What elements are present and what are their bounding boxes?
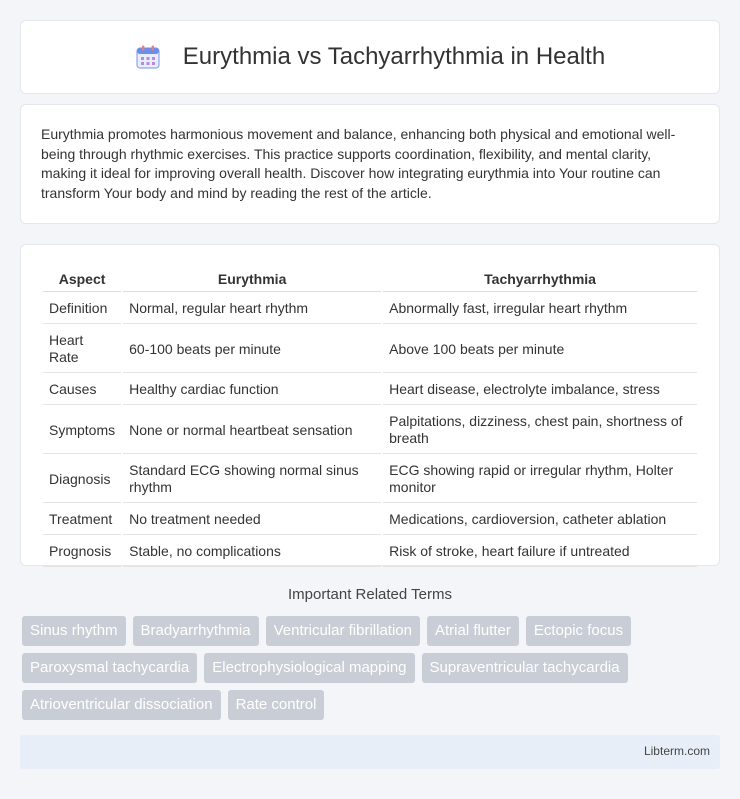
cell-tachyarrhythmia: Risk of stroke, heart failure if untreated xyxy=(383,537,697,567)
related-term-tag[interactable]: Rate control xyxy=(228,690,325,720)
table-row xyxy=(43,375,697,405)
cell-tachyarrhythmia: Palpitations, dizziness, chest pain, shortness of breath xyxy=(383,407,697,454)
table-row xyxy=(43,505,697,535)
calendar-icon xyxy=(135,44,161,70)
cell-eurythmia: Stable, no complications xyxy=(123,537,381,567)
cell-tachyarrhythmia: Heart disease, electrolyte imbalance, stress xyxy=(383,375,697,405)
comparison-card xyxy=(20,244,720,566)
page-title: Eurythmia vs Tachyarrhythmia in Health xyxy=(182,43,606,70)
footer-site-link[interactable]: Libterm.com xyxy=(643,744,710,758)
cell-tachyarrhythmia: Above 100 beats per minute xyxy=(383,326,697,373)
cell-eurythmia: Normal, regular heart rhythm xyxy=(123,294,381,324)
related-term-tag[interactable]: Atrial flutter xyxy=(427,616,519,646)
cell-eurythmia: No treatment needed xyxy=(123,505,381,535)
cell-aspect: Definition xyxy=(43,294,121,324)
related-term-tag[interactable]: Paroxysmal tachycardia xyxy=(22,653,197,683)
related-term-tag[interactable]: Sinus rhythm xyxy=(22,616,126,646)
table-header-row xyxy=(43,267,697,292)
intro-card xyxy=(20,104,720,224)
cell-eurythmia: 60-100 beats per minute xyxy=(123,326,381,373)
cell-tachyarrhythmia: ECG showing rapid or irregular rhythm, Holter monitor xyxy=(383,456,697,503)
related-term-tag[interactable]: Atrioventricular dissociation xyxy=(22,690,221,720)
header-aspect: Aspect xyxy=(43,267,121,292)
related-term-tag[interactable]: Ventricular fibrillation xyxy=(266,616,420,646)
cell-tachyarrhythmia: Medications, cardioversion, catheter ablation xyxy=(383,505,697,535)
cell-aspect: Prognosis xyxy=(43,537,121,567)
table-row xyxy=(43,407,697,454)
related-term-tag[interactable]: Ectopic focus xyxy=(526,616,631,646)
intro-paragraph: Eurythmia promotes harmonious movement and balance, enhancing both physical and emotional well-being through rhythmic exercises. This practice supports coordination, flexibility, and mental clarity, making it ideal for improving overall health. Discover how integrating eurythmia into Your routine can transform Your body and mind by reading the rest of the article. xyxy=(41,126,676,201)
related-term-tag[interactable]: Bradyarrhythmia xyxy=(133,616,259,646)
cell-aspect: Diagnosis xyxy=(43,456,121,503)
header-eurythmia: Eurythmia xyxy=(123,267,381,292)
table-row xyxy=(43,326,697,373)
related-term-tag[interactable]: Supraventricular tachycardia xyxy=(422,653,628,683)
cell-tachyarrhythmia: Abnormally fast, irregular heart rhythm xyxy=(383,294,697,324)
cell-eurythmia: None or normal heartbeat sensation xyxy=(123,407,381,454)
footer-bar xyxy=(20,735,720,769)
table-row xyxy=(43,537,697,567)
cell-aspect: Treatment xyxy=(43,505,121,535)
related-terms-tags xyxy=(22,616,722,720)
header-tachyarrhythmia: Tachyarrhythmia xyxy=(383,267,697,292)
cell-aspect: Symptoms xyxy=(43,407,121,454)
title-card xyxy=(20,20,720,94)
cell-aspect: Heart Rate xyxy=(43,326,121,373)
table-row xyxy=(43,294,697,324)
cell-aspect: Causes xyxy=(43,375,121,405)
related-terms-title: Important Related Terms xyxy=(288,586,452,603)
cell-eurythmia: Healthy cardiac function xyxy=(123,375,381,405)
related-term-tag[interactable]: Electrophysiological mapping xyxy=(204,653,414,683)
comparison-table xyxy=(41,265,699,569)
cell-eurythmia: Standard ECG showing normal sinus rhythm xyxy=(123,456,381,503)
table-row xyxy=(43,456,697,503)
